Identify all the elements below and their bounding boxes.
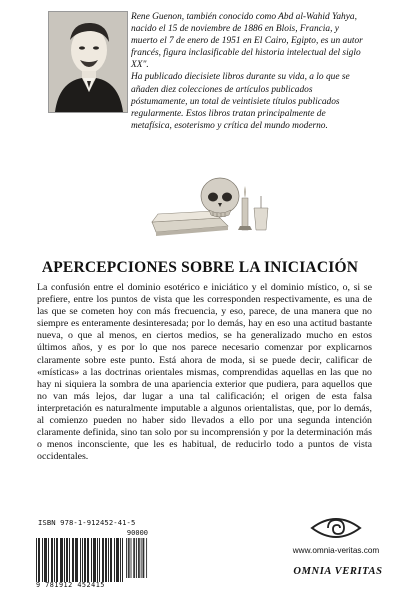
publisher-website: www.omnia-veritas.com (292, 546, 380, 555)
barcode-bar (57, 538, 58, 582)
author-photo-drawing (49, 12, 127, 112)
barcode-bar (75, 538, 76, 582)
barcode-graphic (36, 528, 148, 582)
barcode-bar (66, 538, 67, 582)
book-synopsis: La confusión entre el dominio esotérico e iniciático y el dominio místico, o, si se prefiere, entre los puntos de vista que les corresponden respectivamente, es una de las que se cometen hoy con más frecuencia, y eso, parece, de una manera que no siempre es enteramente desinteresada; por lo demás, hay en eso una actitud bastante nueva, o que al menos, en ciertos medios, se ha generalizado mucho en estos últimos años, y es por lo que nos parece necesario comenzar por explicarnos claramente sobre este punto. Está ahora de moda, si se puede decir, calificar de «místicas» a las doctrinas orientales mismas, comprendidas aquellas en las que no hay ni siquiera la sombra de una apariencia exterior que pudiera, para aquellos que no van más lejos, dar lugar a una tal calificación; el origen de esta falsa interpretación es naturalmente imputable a algunos orientalistas, que, por lo demás, al comienzo pueden no haber sido llevados a ello por una segunda intención claramente definida, sino tan solo por su incomprensión y por la determinación más o menos inconsciente, que les es habitual, de reducirlo todo a puntos de vista occidentales. (37, 282, 372, 463)
author-biography (131, 11, 363, 132)
barcode-bar (69, 538, 70, 582)
barcode-bar (56, 538, 57, 582)
barcode-addon-bar (131, 538, 132, 578)
barcode-bar (38, 538, 39, 582)
barcode-addon-bar (126, 538, 127, 578)
isbn-barcode (36, 518, 148, 590)
barcode-addon-bar (138, 538, 139, 578)
barcode-bar (118, 538, 119, 582)
barcode-bar (39, 538, 40, 582)
barcode-bar (103, 538, 104, 582)
barcode-bar (52, 538, 53, 582)
barcode-bar (117, 538, 118, 582)
barcode-addon-bar (128, 538, 129, 578)
barcode-bar (120, 538, 121, 582)
barcode-bar (114, 538, 115, 582)
barcode-addon-bar (133, 538, 134, 578)
barcode-bar (73, 538, 74, 582)
barcode-bar (122, 538, 123, 582)
barcode-bar (87, 538, 88, 582)
barcode-bar (46, 538, 47, 582)
barcode-bar (88, 538, 89, 582)
barcode-addon-bar (129, 538, 130, 578)
barcode-bar (60, 538, 61, 582)
skull-still-life-illustration (150, 168, 276, 242)
barcode-bar (82, 538, 83, 582)
barcode-bar (61, 538, 62, 582)
barcode-addon-bar (139, 538, 140, 578)
barcode-bar (99, 538, 100, 582)
barcode-bar (102, 538, 103, 582)
barcode-bar (106, 538, 107, 582)
barcode-bar (36, 538, 37, 582)
barcode-bar (105, 538, 106, 582)
publisher-brand-text: OMNIA VERITAS (293, 566, 383, 577)
barcode-bar (44, 538, 45, 582)
barcode-bar (45, 538, 46, 582)
barcode-bar (97, 538, 98, 582)
barcode-bar (110, 538, 111, 582)
book-title: APERCEPCIONES SOBRE LA INICIACIÓN (41, 259, 359, 276)
barcode-bar (95, 538, 96, 582)
publisher-wordmark-graphic (290, 563, 386, 577)
barcode-bar (93, 538, 94, 582)
barcode-bar (77, 538, 78, 582)
bio-paragraph-1: Rene Guenon, también conocido como Abd al-Wahid Yahya, nacido el 15 de noviembre de 1886 en Blois, Francia, y muerto el 7 de enero de 1951 en El Cairo, Egipto, es un autor francés, figura inclasificable del historia intelectual del siglo XX". (131, 12, 363, 71)
author-portrait (48, 11, 128, 113)
barcode-bar (62, 538, 63, 582)
barcode-bars (36, 528, 148, 582)
barcode-addon-bar (141, 538, 142, 578)
barcode-bar (116, 538, 117, 582)
barcode-bar (85, 538, 86, 582)
barcode-bar (54, 538, 55, 582)
ean-digits: 9 781912 452415 (36, 581, 105, 589)
barcode-bar (72, 538, 73, 582)
still-life-drawing (150, 168, 276, 242)
barcode-bar (108, 538, 109, 582)
barcode-bar (91, 538, 92, 582)
bio-paragraph-2: Ha publicado diecisiete libros durante su vida, a lo que se añaden diez colecciones de artículos publicados póstumamente, un total de veintisiete títulos publicados regularmente. Estos libros tratan principalmente de metafísica, esoterismo y crítica del mundo moderno. (131, 72, 350, 131)
barcode-bar (51, 538, 52, 582)
omnia-veritas-logo-icon (306, 512, 366, 544)
barcode-bar (80, 538, 81, 582)
barcode-addon-digits: 90000 (126, 529, 148, 537)
publisher-wordmark (290, 563, 386, 577)
barcode-bar (76, 538, 77, 582)
barcode-bar (42, 538, 43, 582)
barcode-bar (94, 538, 95, 582)
barcode-addon-bar (134, 538, 135, 578)
barcode-addon-bar (146, 538, 147, 578)
barcode-bar (84, 538, 85, 582)
isbn-number: ISBN 978-1-912452-41-5 (38, 518, 136, 527)
barcode-addon-bar (143, 538, 144, 578)
barcode-bar (67, 538, 68, 582)
barcode-bar (111, 538, 112, 582)
barcode-addon-bar (136, 538, 137, 578)
eye-spiral-emblem (306, 512, 366, 544)
barcode-bar (64, 538, 65, 582)
barcode-addon-bar (143, 538, 144, 578)
barcode-bar (48, 538, 49, 582)
